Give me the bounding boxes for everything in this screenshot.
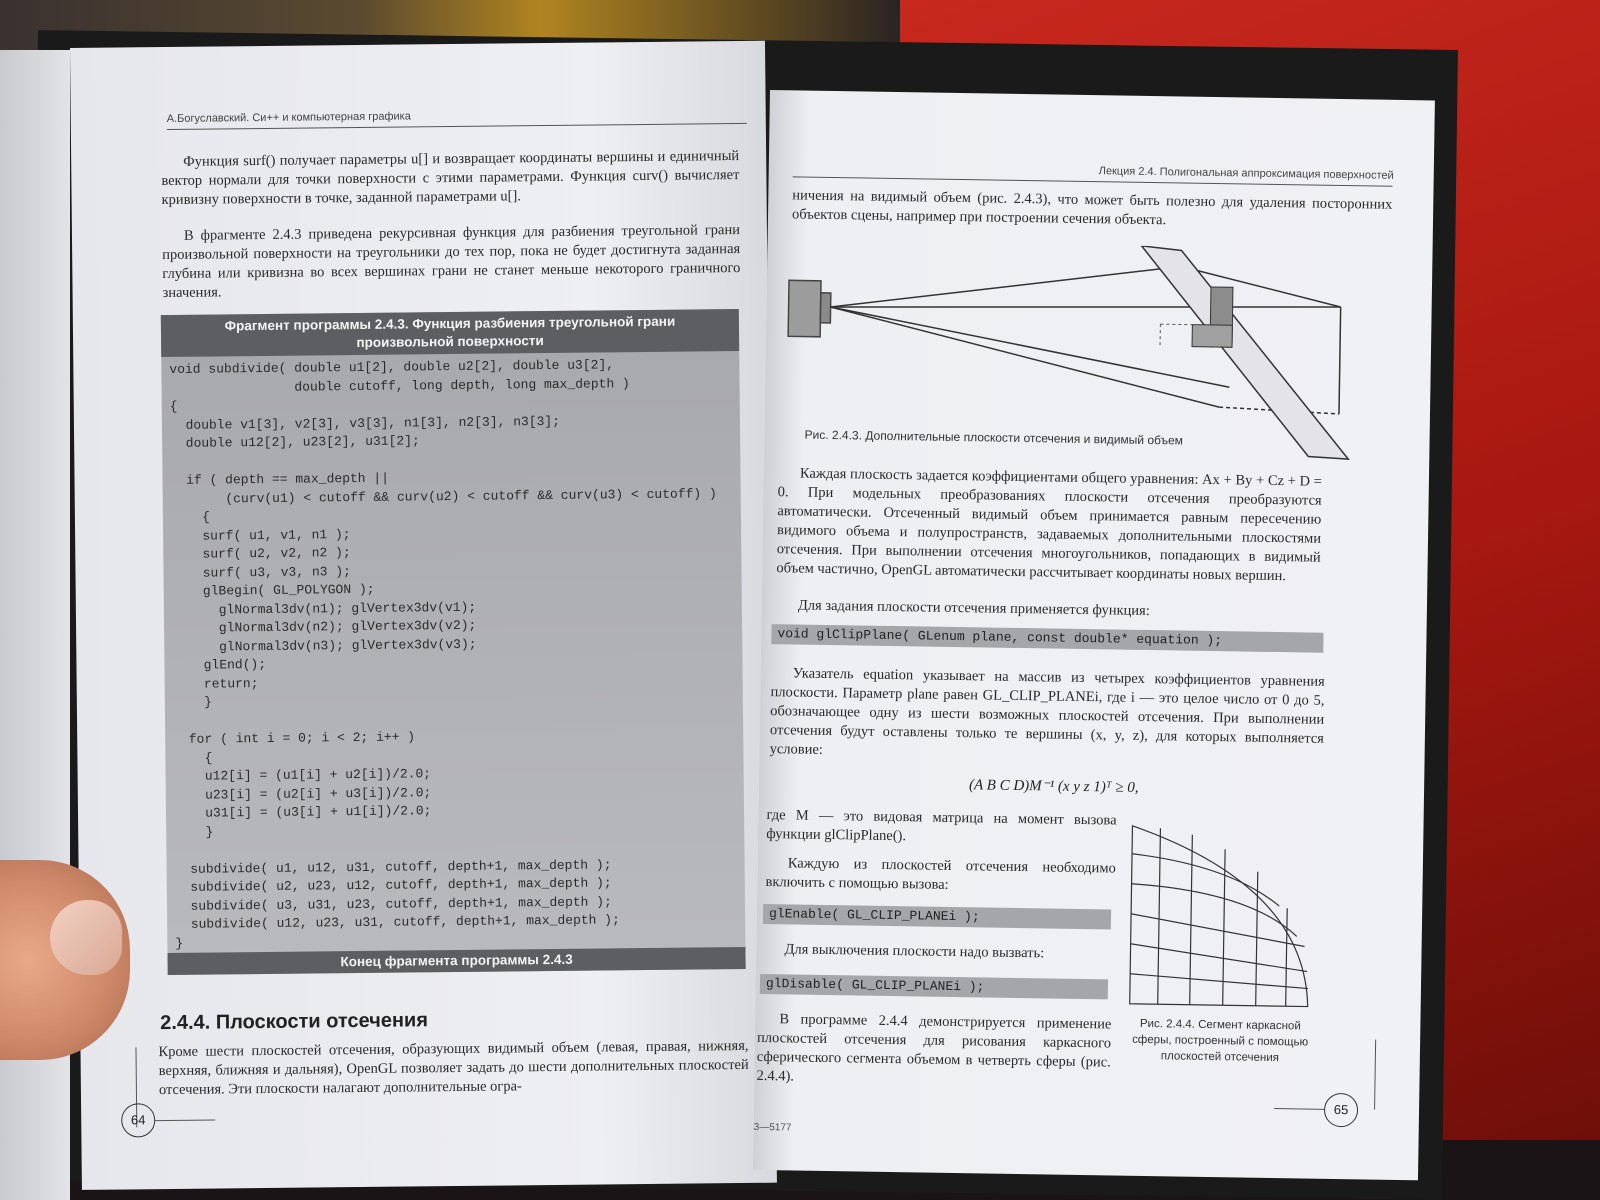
left-para-1: Функция surf() получает параметры u[] и возвращает координаты вершины и единичный вектор нормали для точки поверхности с этими параметрами. Функция curv() вычисляет кривизну поверхности в точке, заданной параметрами u[].: [161, 147, 740, 209]
right-para-2: Каждая плоскость задается коэффициентами общего уравнения: Ax + By + Cz + D = 0. При модельных преобразованиях плоскости отсечения преобразуются автоматически. Отсеченный видимый объем принимается равным пересечению видимого объема и полупространств, задаваемых дополнительными плоскостями отсечения. При выполнении отсечения многоугольников, попадающих в видимый объем частично, OpenGL автоматически рассчитывает координаты новых вершин.: [776, 465, 1323, 585]
left-page-number: 64: [121, 1103, 155, 1137]
left-running-head: А.Богуславский. Си++ и компьютерная графика: [166, 110, 411, 125]
left-page-number-rule: [155, 1120, 215, 1122]
right-page-number: 65: [1324, 1093, 1359, 1128]
right-para-3: Для задания плоскости отсечения применяется функция:: [797, 597, 1150, 620]
code-glenable: glEnable( GL_CLIP_PLANEi );: [763, 904, 1111, 929]
clip-formula: (A B C D)M⁻¹ (x y z 1)ᵀ ≥ 0,: [968, 777, 1139, 796]
figure-2-4-3-caption: Рис. 2.4.3. Дополнительные плоскости отсечения и видимый объем: [804, 427, 1184, 448]
left-page: [70, 41, 777, 1190]
right-margin-rule: [1374, 1040, 1376, 1110]
right-para-6: Каждую из плоскостей отсечения необходимо включить с помощью вызова:: [765, 855, 1116, 893]
left-para-2: В фрагменте 2.4.3 приведена рекурсивная функция для разбиения треугольной грани произвольной поверхности на треугольники до тех пор, пока не будет достигнута заданная глубина или кривизна во всех вершинах грани не станет меньше некоторого граничного значения.: [162, 221, 741, 302]
section-heading: 2.4.4. Плоскости отсечения: [160, 1009, 429, 1035]
right-para-1: ничения на видимый объем (рис. 2.4.3), что может быть полезно для удаления посторонних объектов сцены, например при построении сечения объекта.: [791, 187, 1393, 229]
camera-icon: [788, 280, 831, 337]
thumb-nail: [50, 900, 122, 975]
right-para-7: Для выключения плоскости надо вызвать:: [784, 941, 1045, 962]
code-fragment-title: [161, 309, 739, 357]
right-para-4: Указатель equation указывает на массив из четырех коэффициентов уравнения плоскости. Параметр plane равен GL_CLIP_PLANEi, где i — это целое число от 0 до 5, обозначающее одну из шести возможных плоскостей отсечения. При выполнении отсечения будут оставлены только те вершины (x, y, z), для которых выполняется условие:: [769, 665, 1325, 758]
right-para-5: где M — это видовая матрица на момент вызова функции glClipPlane().: [766, 807, 1117, 845]
code-fragment-body: void subdivide( double u1[2], double u2[2], double u3[2], double cutoff, long depth, long max_depth ) { double v1[3], v2[3], v3[3], n1[3], n2[3], n3[3]; double u12[2], u23[2], u31[2]; if ( depth == max_depth || (curv(u1) < cutoff && curv(u2) < cutoff && curv(u3) < cutoff) ) { surf( u1, v1, n1 ); surf( u2, v2, n2 ); surf( u3, v3, n3 ); glBegin( GL_POLYGON ); glNormal3dv(n1); glVertex3dv(v1); glNormal3dv(n2); glVertex3dv(v2); glNormal3dv(n3); glVertex3dv(v3); glEnd(); return; } for ( int i = 0; i < 2; i++ ) { u12[i] = (u1[i] + u2[i])/2.0; u23[i] = (u2[i] + u3[i])/2.0; u31[i] = (u3[i] + u1[i])/2.0; } subdivide( u1, u12, u31, cutoff, depth+1, max_depth ); subdivide( u2, u23, u12, cutoff, depth+1, max_depth ); subdivide( u3, u31, u23, cutoff, depth+1, max_depth ); subdivide( u12, u23, u31, cutoff, depth+1, max_depth ); }: [169, 357, 717, 951]
code-gldisable: glDisable( GL_CLIP_PLANEi );: [760, 974, 1108, 999]
figure-wireframe-sphere: [1128, 824, 1315, 1009]
code-glclipplane: void glClipPlane( GLenum plane, const double* equation );: [771, 624, 1323, 653]
left-para-3: Кроме шести плоскостей отсечения, образующих видимый объем (левая, правая, нижняя, верхняя, ближняя и дальняя), OpenGL позволяет задать до шести дополнительных плоскостей отсечения. Эти плоскости налагают дополнительные огра-: [158, 1037, 749, 1099]
code-fragment-title-line2: произвольной поверхности: [356, 333, 544, 351]
code-fragment-footer: Конец фрагмента программы 2.4.3: [167, 947, 745, 975]
right-running-head: Лекция 2.4. Полигональная аппроксимация поверхностей: [1098, 165, 1394, 182]
figure-2-4-4-caption: Рис. 2.4.4. Сегмент каркасной сферы, построенный с помощью плоскостей отсечения: [1132, 1017, 1309, 1065]
printer-signature: 3—5177: [753, 1121, 792, 1134]
code-fragment-2-4-3: [161, 309, 746, 975]
right-para-8: В программе 2.4.4 демонстрируется применение плоскостей отсечения для рисования каркасного сферического сегмента объемом в четверть сферы (рис. 2.4.4).: [756, 1011, 1112, 1085]
right-page-number-rule: [1274, 1108, 1324, 1110]
right-page: [753, 90, 1435, 1180]
code-fragment-title-line1: Фрагмент программы 2.4.3. Функция разбиения треугольной грани: [224, 313, 676, 334]
clipping-plane: [1138, 246, 1351, 459]
